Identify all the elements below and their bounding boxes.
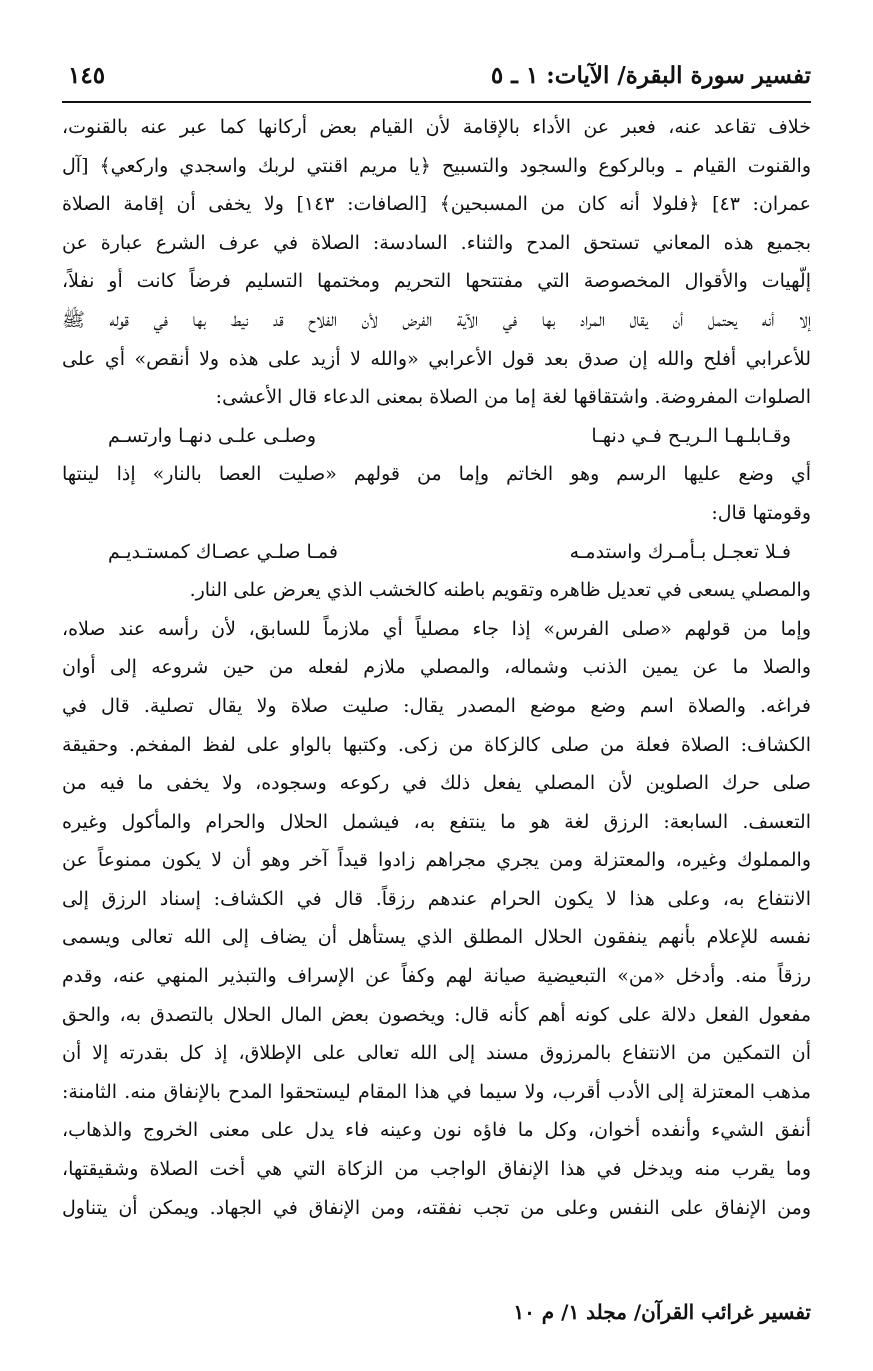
text-line: أن التمكين من الانتفاع بالمرزوق مسند إلى الله تعالى على الإطلاق، إذ كل بقدرته إلا أن <box>62 1042 811 1065</box>
page-header <box>62 62 811 96</box>
text-line: إلّهيات والأقوال المخصوصة التي مفتتحها التحريم ومختمها التسليم فرضاً كانت أو نفلاً، <box>62 270 811 293</box>
text-line: ومن الإنفاق على النفس وعلى من تجب نفقته، ومن الإنفاق في الجهاد. ويمكن أن يتناول <box>62 1196 811 1219</box>
text-line: وإما من قولهم «صلى الفرس» إذا جاء مصلياً أي ملازماً للسابق، لأن رأسه عند صلاه، <box>62 617 811 640</box>
verse-first-hemistich: فـلا تعجـل بـأمـرك واستدمـه <box>569 540 791 563</box>
text-line: أنفق الشيء وأنفده أخوان، وكل ما فاؤه نون وعينه فاء يدل على معنى الخروج والذهاب، <box>62 1119 811 1142</box>
text-line: والمملوك وغيره، والمعتزلة ومن يجري مجراهم زادوا قيداً آخر وهو أن لا يكون ممنوعاً عن <box>62 849 811 872</box>
text-line: والقنوت القيام ـ وبالركوع والسجود والتسبيح ﴿يا مريم اقنتي لربك واسجدي واركعي﴾ [آل <box>62 154 811 177</box>
page-number: ١٤٥ <box>68 62 106 89</box>
text-line: الكشاف: الصلاة فعلة من صلى كالزكاة من زكى. وكتبها بالواو على لفظ المفخم. وحقيقة <box>62 733 811 756</box>
text-line: للأعرابي أفلح والله إن صدق بعد قول الأعرابي «والله لا أزيد على هذه ولا أنقص» أي على <box>62 347 811 370</box>
text-line: بجميع هذه المعاني تستحق المدح والثناء. السادسة: الصلاة في عرف الشرع عبارة عن <box>62 231 811 254</box>
text-line: مذهب المعتزلة إلى الأدب أقرب، ولا سيما في هذا المقام ليستحقوا المدح بالإنفاق منه. الثامنة: <box>62 1080 811 1103</box>
text-line: الصلوات المفروضة. واشتقاقها لغة إما من الصلاة بمعنى الدعاء قال الأعشى: <box>215 386 811 409</box>
verse-first-hemistich: وقـابلـهـا الـريـح فـي دنهـا <box>591 424 791 447</box>
running-title: تفسير سورة البقرة/ الآيات: ١ ـ ٥ <box>490 62 811 89</box>
text-line: والصلا ما عن يمين الذنب وشماله، والمصلي ملازم لفعله من حين شروعه إلى أوان <box>62 656 811 679</box>
text-line: والمصلي يسعى في تعديل ظاهره وتقويم باطنه كالخشب الذي يعرض على النار. <box>189 579 811 602</box>
header-rule <box>62 101 811 103</box>
text-line: عمران: ٤٣] ﴿فلولا أنه كان من المسبحين﴾ [الصافات: ١٤٣] ولا يخفى أن إقامة الصلاة <box>62 193 811 216</box>
main-text <box>62 108 811 1227</box>
text-line: التعسف. السابعة: الرزق لغة هو ما ينتفع به، فيشمل الحلال والحرام والمأكول وغيره <box>62 810 811 833</box>
text-line: وما يقرب منه ويدخل في هذا الإنفاق الواجب من الزكاة التي هي أخت الصلاة وشقيقتها، <box>62 1158 811 1181</box>
text-line: صلى حرك الصلوين لأن المصلي يفعل ذلك في ركوعه وسجوده، ولا يخفى ما فيه من <box>62 772 811 795</box>
verse-second-hemistich: فمـا صلـي عصـاك كمستـديـم <box>108 540 338 563</box>
text-line: وقومتها قال: <box>711 501 811 524</box>
footer-signature: تفسير غرائب القرآن/ مجلد ١/ م ١٠ <box>513 1300 811 1324</box>
text-line: الانتفاع به، وعلى هذا لا يكون الحرام عندهم رزقاً. قال في الكشاف: إسناد الرزق إلى <box>62 887 811 910</box>
text-line: أي وضع عليها الرسم وهو الخاتم وإما من قولهم «صليت العصا بالنار» إذا لينتها <box>62 463 811 486</box>
text-line: إلا أنه يحتمل أن يقال المراد بها في الآية الفرض لأن الفلاح قد نيط بها في قوله ﷺ <box>62 308 811 331</box>
text-line: خلاف تقاعد عنه، فعبر عن الأداء بالإقامة لأن القيام بعض أركانها كما عبر عنه بالقنوت، <box>62 116 811 138</box>
text-line: مفعول الفعل دلالة على كونه أهم كأنه قال: ويخصون بعض المال الحلال بالتصدق به، والحق <box>62 1003 811 1026</box>
text-line: نفسه للإعلام بأنهم ينفقون الحلال المطلق الذي يستأهل أن يضاف إلى الله تعالى ويسمى <box>62 926 811 949</box>
poetry-verse <box>62 533 811 572</box>
poetry-verse <box>62 417 811 456</box>
text-line: رزقاً منه. وأدخل «من» التبعيضية صيانة لهم وكفاً عن الإسراف والتبذير المنهي عنه، وقدم <box>62 965 811 988</box>
verse-second-hemistich: وصلـى علـى دنهـا وارتسـم <box>108 424 317 447</box>
text-line: فراغه. والصلاة اسم وضع موضع المصدر يقال: صليت صلاة ولا يقال تصلية. قال في <box>62 694 811 717</box>
